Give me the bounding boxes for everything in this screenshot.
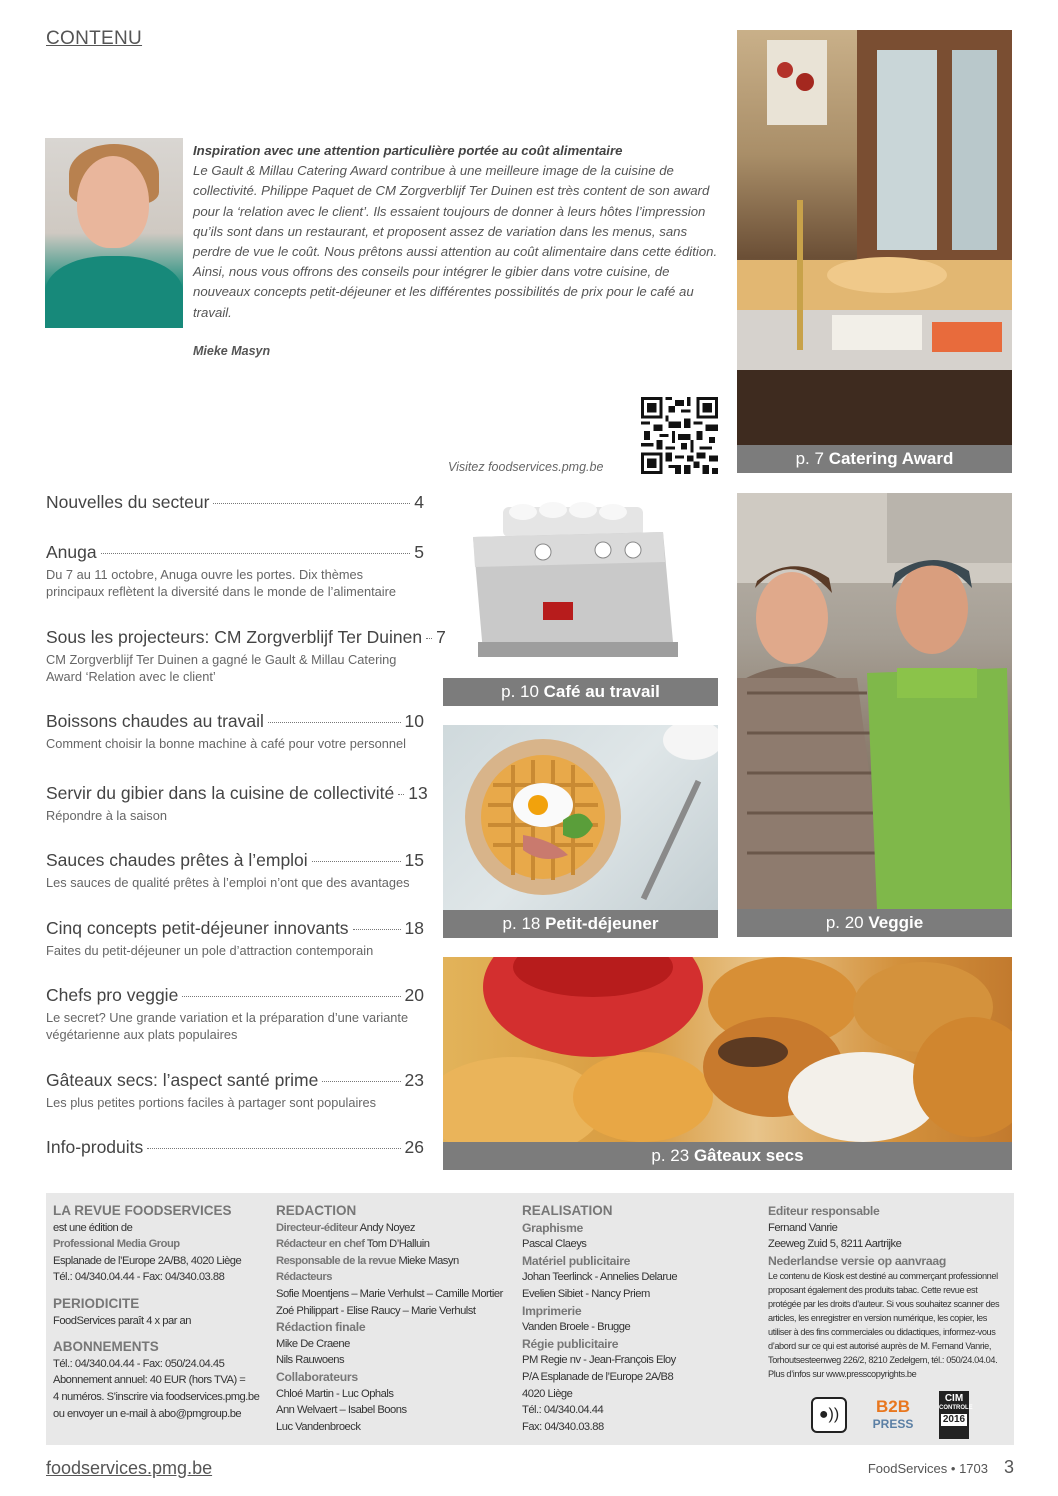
colophon — [46, 1193, 1014, 1445]
coffee-caption: p. 10 Café au travail — [443, 678, 718, 706]
editorial-body: Le Gault & Millau Catering Award contribue à une meilleure image de la cuisine de collectivité. Philippe Paquet de CM Zorgverblijf Ter Duinen est très content de son award pour la ‘relation avec le client’. Ils essaient toujours de donner à leurs hôtes l’impression qu’ils sont dans un restaurant, et proposent assez de variation dans les menus, sans perdre de vue le coût. Nous prêtons aussi attention au coût alimentaire dans cette édition. Ainsi, nous vous offrons des conseils pour intégrer le gibier dans votre cuisine, de nouveaux concepts petit-déjeuner et les différentes possibilités de prix pour le café au travail. — [193, 163, 718, 320]
toc-title[interactable]: Sous les projecteurs: CM Zorgverblijf Ter Duinen — [46, 627, 423, 647]
toc-description: Les plus petites portions faciles à partager sont populaires — [46, 1095, 377, 1110]
b2b-press-logo: B2B PRESS — [872, 1397, 914, 1431]
toc-description: Du 7 au 11 octobre, Anuga ouvre les portes. Dix thèmes principaux reflètent la diversité dans le monde de l’alimentaire — [46, 567, 396, 599]
colophon-redaction: REDACTION Directeur-éditeur Andy Noyez Rédacteur en chef Tom D’Halluin Responsable de la revue Mieke Masyn Rédacteurs Sofie Moentjens – Marie Verhulst – Camille Mortier Zoé Philippart - Elise Raucy – Marie Verhulst Rédaction finale Mike De Craene Nils Rauwoens Collaborateurs Chloé Martin - Luc Ophals Ann Welvaert – Isabel Boons Luc Vandenbroeck — [276, 1203, 503, 1433]
toc-title[interactable]: Cinq concepts petit-déjeuner innovants — [46, 918, 349, 938]
gateaux-photo[interactable] — [443, 957, 1012, 1142]
toc-item[interactable] — [46, 918, 424, 959]
toc-description: Faites du petit-déjeuner un pole d’attraction contemporain — [46, 943, 374, 958]
toc-item[interactable] — [46, 627, 446, 685]
toc-page: 13 — [408, 783, 428, 803]
toc-page: 20 — [404, 985, 424, 1005]
toc-page: 15 — [404, 850, 424, 870]
coffee-machine-photo[interactable] — [443, 492, 718, 678]
issue-number: FoodServices • 1703 — [867, 1461, 988, 1476]
toc-page: 7 — [436, 627, 446, 647]
toc-page: 4 — [414, 492, 424, 512]
qr-code-icon[interactable] — [641, 397, 718, 474]
editorial-author: Mieke Masyn — [193, 343, 271, 358]
toc-title[interactable]: Sauces chaudes prêtes à l’emploi — [46, 850, 308, 870]
toc-item[interactable] — [46, 985, 424, 1043]
toc-item[interactable] — [46, 711, 424, 752]
toc-page: 18 — [404, 918, 424, 938]
page-number: 3 — [1003, 1457, 1014, 1477]
site-link[interactable]: foodservices.pmg.be — [46, 1458, 213, 1478]
toc-item[interactable] — [46, 542, 424, 600]
editorial-lead: Inspiration avec une attention particulière portée au coût alimentaire — [193, 143, 623, 158]
colophon-revue: LA REVUE FOODSERVICES est une édition de Professional Media Group Esplanade de l’Europe 2A/B8, 4020 Liège Tél.: 04/340.04.44 - Fax: 04/340.03.88 PERIODICITE FoodServices paraît 4 x par an ABONNEMENTS Tél.: 04/340.04.44 - Fax: 050/24.04.45 Abonnement annuel: 40 EUR (hors TVA) = 4 numéros. S’inscrire via foodservices.pmg.be ou envoyer un e-mail à abo@pmgroup.be — [53, 1203, 260, 1420]
toc-item[interactable] — [46, 850, 424, 891]
toc-description: Le secret? Une grande variation et la préparation d’une variante végétarienne aux plats populaires — [46, 1010, 409, 1042]
toc-title[interactable]: Servir du gibier dans la cuisine de collectivité — [46, 783, 395, 803]
veggie-chefs-photo[interactable] — [737, 493, 1012, 909]
toc-page: 26 — [404, 1137, 424, 1157]
toc-description: Répondre à la saison — [46, 808, 167, 823]
toc-page: 10 — [404, 711, 424, 731]
colophon-logos — [811, 1391, 973, 1439]
qr-caption: Visitez foodservices.pmg.be — [448, 460, 604, 474]
colophon-realisation: REALISATION Graphisme Pascal Claeys Matériel publicitaire Johan Teerlinck - Annelies Delarue Evelien Sibiet - Nancy Priem Imprimerie Vanden Broele - Brugge Régie publicitaire PM Regie nv - Jean-François Eloy P/A Esplanade de l’Europe 2A/B8 4020 Liège Tél.: 04/340.04.44 Fax: 04/340.03.88 — [522, 1203, 678, 1433]
toc-title[interactable]: Chefs pro veggie — [46, 985, 179, 1005]
toc-page: 5 — [414, 542, 424, 562]
section-title: CONTENU — [46, 28, 143, 49]
toc-item[interactable] — [46, 783, 428, 824]
toc-title[interactable]: Anuga — [46, 542, 97, 562]
catering-award-caption: p. 7 Catering Award — [737, 445, 1012, 473]
toc-item[interactable] — [46, 1070, 424, 1111]
gateaux-caption: p. 23 Gâteaux secs — [443, 1142, 1012, 1170]
toc-page: 23 — [404, 1070, 424, 1090]
colophon-editeur: Editeur responsable Fernand Vanrie Zeeweg Zuid 5, 8211 Aartrijke Nederlandse versie op aanvraag Le contenu de Kiosk est destiné au commerçant professionnel proposant également des produits tabac. Cette revue est protégée par les droits d’auteur. Si vous souhaitez scanner des articles, les enregistrer en version numérique, les copier, les utiliser à des fins commerciales ou didactiques, informez-vous d’abord sur ce qui est autorisé auprès de M. Fernand Vanrie, Torhoutsesteenweg 226/2, 8210 Zedelgem, tél.: 050/24.04.04. Plus d’infos sur www.presscopyrights.be — [768, 1204, 1000, 1380]
toc-title[interactable]: Gâteaux secs: l’aspect santé prime — [46, 1070, 319, 1090]
breakfast-caption: p. 18 Petit-déjeuner — [443, 910, 718, 938]
toc-description: Comment choisir la bonne machine à café pour votre personnel — [46, 736, 406, 751]
catering-award-photo[interactable] — [737, 30, 1012, 445]
toc-title[interactable]: Nouvelles du secteur — [46, 492, 210, 512]
breakfast-photo[interactable] — [443, 725, 718, 910]
toc-item[interactable] — [46, 1137, 424, 1158]
toc-item[interactable] — [46, 492, 424, 513]
toc-title[interactable]: Info-produits — [46, 1137, 144, 1157]
toc-description: CM Zorgverblijf Ter Duinen a gagné le Gault & Millau Catering Award ‘Relation avec le client’ — [46, 652, 397, 684]
author-portrait — [45, 138, 183, 328]
cim-logo: CIM CONTROLE 2016 — [939, 1391, 969, 1439]
toc-description: Les sauces de qualité prêtes à l’emploi n’ont que des avantages — [46, 875, 410, 890]
nfc-icon: ●)) — [811, 1397, 847, 1433]
toc-title[interactable]: Boissons chaudes au travail — [46, 711, 264, 731]
editorial — [193, 141, 718, 361]
veggie-caption: p. 20 Veggie — [737, 909, 1012, 937]
